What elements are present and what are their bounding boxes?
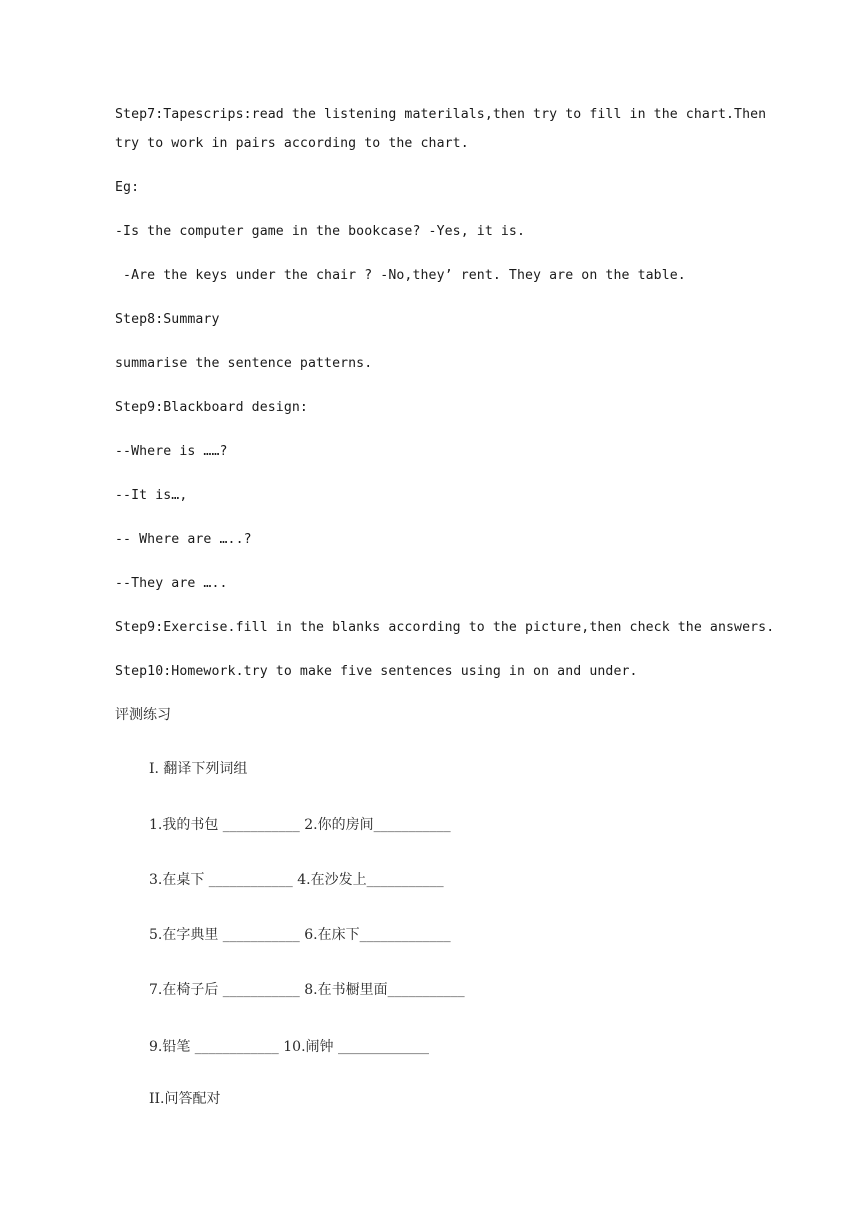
summary-text: summarise the sentence patterns. xyxy=(115,356,373,371)
example-label: Eg: xyxy=(115,180,140,195)
dialog-line-1: -Is the computer game in the bookcase? -Yes, it is. xyxy=(115,224,526,239)
step8-heading: Step8:Summary xyxy=(115,312,220,327)
pattern-line-2: --It is…, xyxy=(115,488,188,503)
step7-line-1: Step7:Tapescrips:read the listening materilals,then try to fill in the chart.Then xyxy=(115,107,767,122)
exercise-row-1: 1.我的书包 ___________ 2.你的房间___________ xyxy=(149,817,451,833)
step7-line-2: try to work in pairs according to the chart. xyxy=(115,136,469,151)
assessment-title: 评测练习 xyxy=(115,707,171,723)
exercise-row-3: 5.在字典里 ___________ 6.在床下_____________ xyxy=(149,927,451,943)
step9-exercise-line: Step9:Exercise.fill in the blanks according to the picture,then check the answers. xyxy=(115,620,775,635)
step10-homework-line: Step10:Homework.try to make five sentences using in on and under. xyxy=(115,664,638,679)
pattern-line-3: -- Where are …..? xyxy=(115,532,252,547)
exercise-row-2: 3.在桌下 ____________ 4.在沙发上___________ xyxy=(149,872,444,888)
dialog-line-2: -Are the keys under the chair ? -No,they’ rent. They are on the table. xyxy=(115,268,686,283)
section-1-heading: I. 翻译下列词组 xyxy=(149,761,248,777)
exercise-row-5: 9.铅笔 ____________ 10.闹钟 _____________ xyxy=(149,1039,429,1055)
step9-design-heading: Step9:Blackboard design: xyxy=(115,400,308,415)
exercise-row-4: 7.在椅子后 ___________ 8.在书橱里面___________ xyxy=(149,982,465,998)
pattern-line-1: --Where is ……? xyxy=(115,444,228,459)
section-2-heading: II.问答配对 xyxy=(149,1091,221,1107)
pattern-line-4: --They are ….. xyxy=(115,576,228,591)
